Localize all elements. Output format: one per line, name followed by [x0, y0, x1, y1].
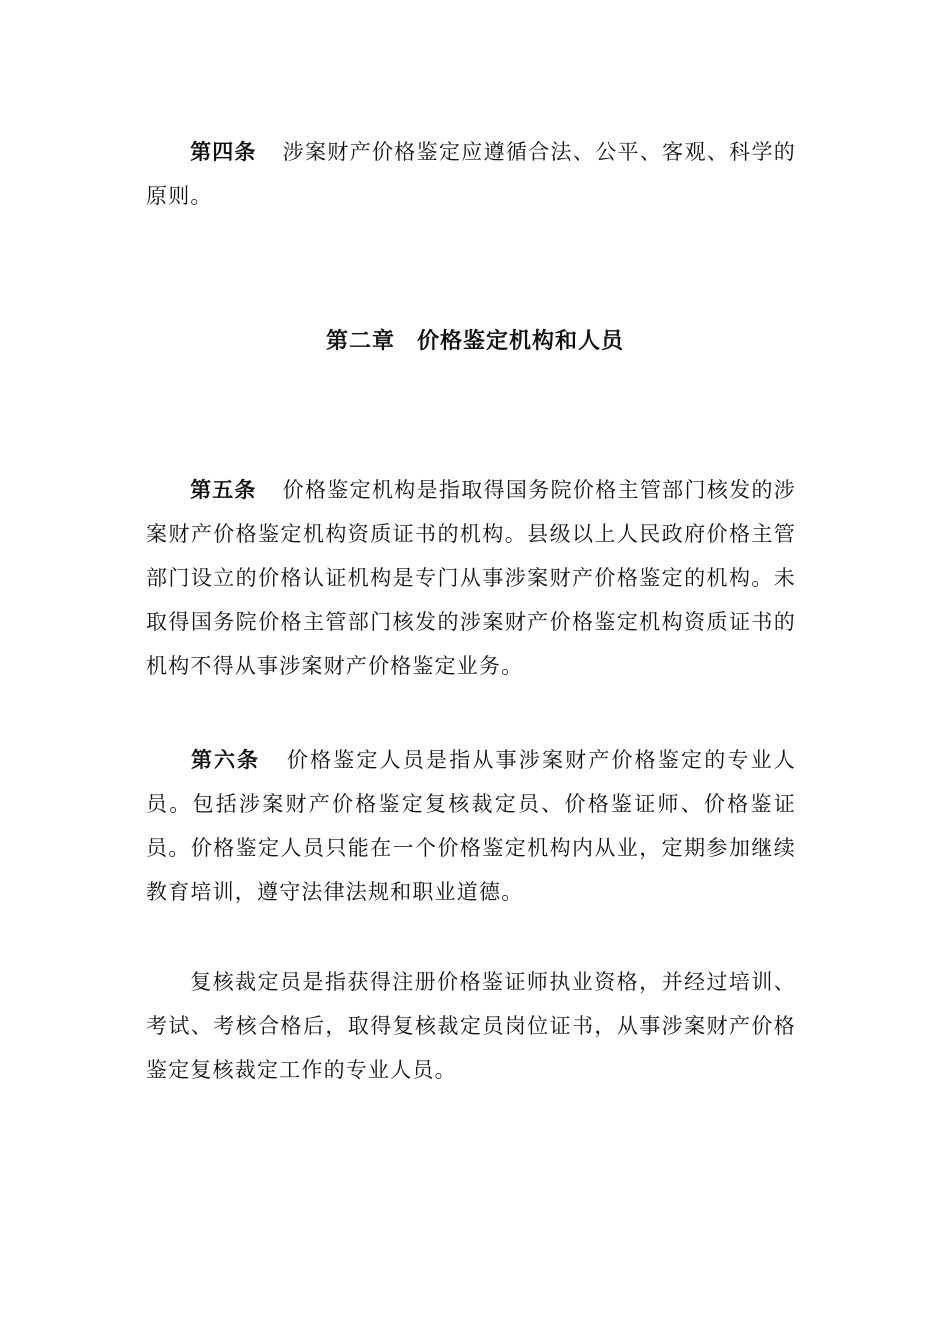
chapter-number: 第二章	[325, 329, 395, 354]
article-6-paragraph	[146, 738, 796, 914]
article-4-paragraph	[146, 130, 796, 218]
article-5-text: 价格鉴定机构是指取得国务院价格主管部门核发的涉案财产价格鉴定机构资质证书的机构。县级以上人民政府价格主管部门设立的价格认证机构是专门从事涉案财产价格鉴定的机构。未取得国务院价格主管部门核发的涉案财产价格鉴定机构资质证书的机构不得从事涉案财产价格鉴定业务。	[146, 478, 797, 678]
article-5-paragraph	[146, 468, 796, 688]
article-6-text: 价格鉴定人员是指从事涉案财产价格鉴定的专业人员。包括涉案财产价格鉴定复核裁定员、价格鉴证师、价格鉴证员。价格鉴定人员只能在一个价格鉴定机构内从业，定期参加继续教育培训，遵守法律法规和职业道德。	[146, 748, 796, 904]
article-4-text: 涉案财产价格鉴定应遵循合法、公平、客观、科学的原则。	[146, 140, 797, 208]
reviewer-definition-paragraph	[146, 960, 796, 1092]
chapter-title: 价格鉴定机构和人员	[417, 329, 625, 354]
article-5-heading: 第五条	[190, 478, 257, 502]
article-4-heading: 第四条	[190, 140, 257, 164]
chapter-2-heading	[0, 324, 950, 355]
article-6-heading: 第六条	[190, 748, 260, 772]
reviewer-definition-text: 复核裁定员是指获得注册价格鉴证师执业资格，并经过培训、考试、考核合格后，取得复核裁定员岗位证书，从事涉案财产价格鉴定复核裁定工作的专业人员。	[146, 970, 796, 1082]
